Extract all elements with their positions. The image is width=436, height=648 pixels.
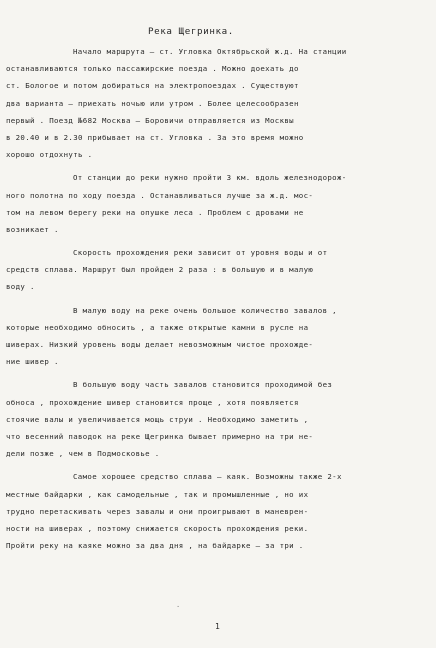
scan-mark: ·	[176, 603, 181, 611]
text-line: ности на шиверах , поэтому снижается скорость прохождения реки.	[6, 523, 309, 533]
paragraph	[0, 302, 436, 371]
text-line: том на левом берегу реки на опушке леса . Проблем с дровами не	[6, 207, 304, 217]
text-line: ного полотна по ходу поезда . Останавливаться лучше за ж.д. мос-	[6, 190, 314, 200]
text-line: останавливаются только пассажирские поезда . Можно доехать до	[6, 64, 299, 74]
text-line: возникает .	[6, 224, 59, 234]
text-line: шиверах. Низкий уровень воды делает невозможным чистое прохожде-	[6, 340, 314, 349]
text-line: Скорость прохождения реки зависит от уровня воды и от	[73, 248, 328, 258]
text-line: трудно перетаскивать через завалы и они проигрывают в маневрен-	[6, 506, 309, 516]
text-line: В большую воду часть завалов становится проходимой без	[73, 380, 333, 390]
paragraph	[0, 169, 436, 238]
text-line: Начало маршрута – ст. Угловка Октябрьской ж.д. На станции	[73, 47, 347, 56]
text-line: хорошо отдохнуть .	[6, 150, 93, 160]
text-line: ние шивер .	[6, 357, 59, 367]
text-line: воду .	[6, 282, 35, 292]
text-line: От станции до реки нужно пройти 3 км. вдоль железнодорож-	[73, 173, 347, 183]
text-line: два варианта – приехать ночью или утром . Более целесообразен	[6, 98, 299, 108]
document-body	[0, 43, 436, 554]
text-line: средств сплава. Маршрут был пройден 2 раза : в большую и в малую	[6, 265, 314, 275]
text-line: В малую воду на реке очень большое количество завалов ,	[73, 305, 337, 315]
paragraph	[0, 43, 436, 163]
text-line: что весенний паводок на реке Щегринка бывает примерно на три не-	[6, 431, 314, 441]
paragraph	[0, 244, 436, 296]
document-title: Река Щегринка.	[148, 26, 234, 37]
text-line: обноса , прохождение шивер становится проще , хотя появляется	[6, 397, 299, 407]
text-line: дели позже , чем в Подмосковье .	[6, 449, 160, 459]
text-line: Пройти реку на каяке можно за два дня , на байдарке – за три .	[6, 541, 304, 551]
text-line: в 20.40 и в 2.30 прибывает на ст. Угловка . За это время можно	[6, 132, 304, 142]
text-line: местные байдарки , как самодельные , так и промышленные , но их	[6, 489, 309, 499]
text-line: ст. Бологое и потом добираться на электропоездах . Существуют	[6, 81, 299, 91]
page-number: 1	[215, 622, 220, 631]
text-line: первый . Поезд №682 Москва – Боровичи отправляется из Москвы	[6, 115, 294, 125]
text-line: которые необходимо обносить , а также открытые камни в русле на	[6, 322, 309, 332]
paragraph	[0, 376, 436, 462]
text-line: стоячие валы и увеличивается мощь струи . Необходимо заметить ,	[6, 414, 309, 424]
paragraph	[0, 468, 436, 554]
text-line: Самое хорошее средство сплава – каяк. Возможны также 2-х	[73, 472, 342, 482]
